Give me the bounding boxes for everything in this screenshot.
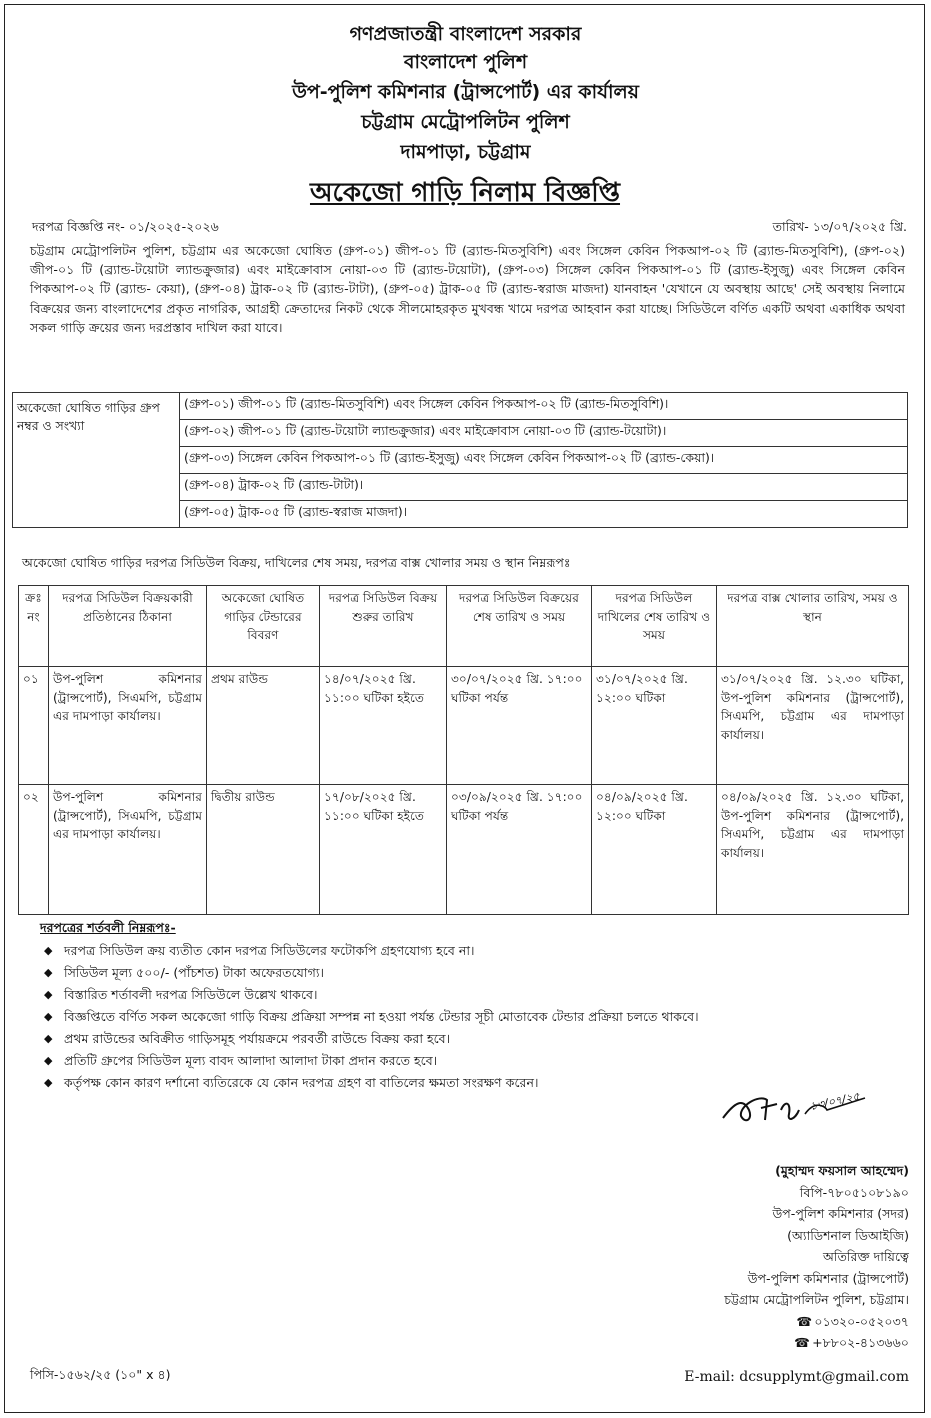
- col-opening: দরপত্র বাক্স খোলার তারিখ, সময় ও স্থান: [717, 586, 909, 667]
- group-item: (গ্রুপ-০৩) সিঙ্গেল কেবিন পিকআপ-০১ টি (ব্র্যান্ড-ইসুজু) এবং সিঙ্গেল কেবিন পিকআপ-০২ টি (ব্র্যান্ড-কেয়া)।: [180, 447, 908, 474]
- cell-seller-address: উপ-পুলিশ কমিশনার (ট্রান্সপোর্ট), সিএমপি, চট্টগ্রাম এর দামপাড়া কার্যালয়।: [49, 667, 207, 785]
- signatory-office: চট্টগ্রাম মেট্রোপলিটন পুলিশ, চট্টগ্রাম।: [724, 1292, 909, 1307]
- header-government: গণপ্রজাতন্ত্রী বাংলাদেশ সরকার: [349, 23, 582, 45]
- cell-tender-round: প্রথম রাউন্ড: [207, 667, 320, 785]
- cell-seller-address: উপ-পুলিশ কমিশনার (ট্রান্সপোর্ট), সিএমপি, চট্টগ্রাম এর দামপাড়া কার্যালয়।: [49, 785, 207, 915]
- signatory-name: (মুহাম্মদ ফয়সাল আহম্মেদ): [775, 1163, 909, 1178]
- notice-title: অকেজো গাড়ি নিলাম বিজ্ঞপ্তি: [309, 178, 621, 208]
- signatory-block: [724, 1160, 909, 1354]
- table-row: [19, 785, 909, 915]
- list-item: [40, 1028, 910, 1050]
- term-text: দরপত্র সিডিউল ক্রয় ব্যতীত কোন দরপত্র সিডিউলের ফটোকপি গ্রহণযোগ্য হবে না।: [64, 943, 475, 958]
- diamond-bullet-icon: ◆: [44, 1076, 53, 1089]
- cell-submission-deadline: ৩১/০৭/২০২৫ খ্রি. ১২:০০ ঘটিকা: [592, 667, 717, 785]
- phone-line-2: [724, 1332, 909, 1354]
- terms-list: [40, 940, 910, 1094]
- group-item: (গ্রুপ-০৫) ট্রাক-০৫ টি (ব্র্যান্ড-স্বরাজ মাজদা)।: [180, 501, 908, 528]
- cell-opening: ৩১/০৭/২০২৫ খ্রি. ১২.৩০ ঘটিকা, উপ-পুলিশ কমিশনার (ট্রান্সপোর্ট), সিএমপি, চট্টগ্রাম এর দামপাড়া কার্যালয়।: [717, 667, 909, 785]
- table-row: [19, 667, 909, 785]
- cell-sale-start: ১৪/০৭/২০২৫ খ্রি. ১১:০০ ঘটিকা হইতে: [320, 667, 447, 785]
- signatory-bp: বিপি-৭৮০৫১০৮১৯০: [799, 1184, 909, 1200]
- signatory-designation: উপ-পুলিশ কমিশনার (সদর): [772, 1206, 909, 1221]
- print-code: পিসি-১৫৬২/২৫ (১০" x ৪): [30, 1367, 171, 1382]
- header-address: দামপাড়া, চট্টগ্রাম: [400, 141, 531, 163]
- schedule-table: [18, 585, 909, 915]
- cell-sale-start: ১৭/০৮/২০২৫ খ্রি. ১১:০০ ঘটিকা হইতে: [320, 785, 447, 915]
- header-police: বাংলাদেশ পুলিশ: [403, 51, 528, 73]
- col-serial: ক্রঃ নং: [19, 586, 49, 667]
- term-text: কর্তৃপক্ষ কোন কারণ দর্শানো ব্যতিরেকে যে কোন দরপত্র গ্রহণ বা বাতিলের ক্ষমতা সংরক্ষণ করেন।: [64, 1075, 539, 1090]
- telephone-icon: ☎: [796, 1313, 813, 1329]
- term-text: প্রথম রাউন্ডের অবিক্রীত গাড়িসমূহ পর্যায়ক্রমে পরবর্তী রাউন্ডে বিক্রয় করা হবে।: [64, 1031, 451, 1046]
- list-item: [40, 962, 910, 984]
- diamond-bullet-icon: ◆: [44, 966, 53, 979]
- group-item: (গ্রুপ-০১) জীপ-০১ টি (ব্র্যান্ড-মিতসুবিশি) এবং সিঙ্গেল কেবিন পিকআপ-০২ টি (ব্র্যান্ড-মিতসুবিশি)।: [180, 393, 908, 420]
- signatory-rank: (অ্যাডিশনাল ডিআইজি): [787, 1227, 909, 1243]
- phone-number-2: +৮৮০২-৪১৩৬৬০: [812, 1335, 909, 1350]
- group-item: (গ্রুপ-০২) জীপ-০১ টি (ব্র্যান্ড-টয়োটা ল্যান্ডক্রুজার) এবং মাইক্রোবাস নোয়া-০৩ টি (ব্র্যান্ড-টয়োটা)।: [180, 420, 908, 447]
- col-tender-round: অকেজো ঘোষিত গাড়ির টেন্ডারের বিবরণ: [207, 586, 320, 667]
- terms-heading: দরপত্রের শর্তবলী নিম্নরূপঃ-: [40, 920, 176, 935]
- diamond-bullet-icon: ◆: [44, 1032, 53, 1045]
- term-text: সিডিউল মূল্য ৫০০/- (পাঁচশত) টাকা অফেরতযোগ্য।: [64, 965, 324, 980]
- diamond-bullet-icon: ◆: [44, 988, 53, 1001]
- phone-line-1: [724, 1311, 909, 1333]
- list-item: [40, 984, 910, 1006]
- schedule-header-row: [19, 586, 909, 667]
- cell-sale-end: ৩০/০৭/২০২৫ খ্রি. ১৭:০০ ঘটিকা পর্যন্ত: [447, 667, 592, 785]
- term-text: বিস্তারিত শর্তাবলী দরপত্র সিডিউলে উল্লেখ থাকবে।: [64, 987, 318, 1002]
- cell-serial: ০১: [19, 667, 49, 785]
- signatory-designation-2: উপ-পুলিশ কমিশনার (ট্রান্সপোর্ট): [747, 1270, 909, 1286]
- col-sale-end: দরপত্র সিডিউল বিক্রয়ের শেষ তারিখ ও সময়: [447, 586, 592, 667]
- list-item: [40, 1006, 910, 1028]
- term-text: বিজ্ঞপ্তিতে বর্ণিত সকল অকেজো গাড়ি বিক্রয় প্রক্রিয়া সম্পন্ন না হওয়া পর্যন্ত টেন্ডার সূচী মোতাবেক টেন্ডার প্রক্রিয়া চলতে থাকবে।: [64, 1009, 699, 1024]
- signatory-extra-charge: অতিরিক্ত দায়িত্বে: [822, 1249, 909, 1264]
- header-office: উপ-পুলিশ কমিশনার (ট্রান্সপোর্ট) এর কার্যালয়: [292, 81, 639, 103]
- group-item: (গ্রুপ-০৪) ট্রাক-০২ টি (ব্র্যান্ড-টাটা)।: [180, 474, 908, 501]
- list-item: [40, 1050, 910, 1072]
- contact-email: E-mail: dcsupplymt@gmail.com: [684, 1369, 909, 1385]
- telephone-icon: ☎: [794, 1335, 810, 1350]
- cell-tender-round: দ্বিতীয় রাউন্ড: [207, 785, 320, 915]
- cell-serial: ০২: [19, 785, 49, 915]
- groups-label: অকেজো ঘোষিত গাড়ির গ্রুপ নম্বর ও সংখ্যা: [13, 393, 180, 528]
- diamond-bullet-icon: ◆: [44, 944, 53, 957]
- col-seller-address: দরপত্র সিডিউল বিক্রয়কারী প্রতিষ্ঠানের ঠিকানা: [49, 586, 207, 667]
- header-cmp: চট্টগ্রাম মেট্রোপলিটন পুলিশ: [361, 111, 570, 133]
- intro-paragraph: চট্টগ্রাম মেট্রোপলিটন পুলিশ, চট্টগ্রাম এর অকেজো ঘোষিত (গ্রুপ-০১) জীপ-০১ টি (ব্র্যান্ড-মিতসুবিশি) এবং সিঙ্গেল কেবিন পিকআপ-০২ টি (ব্র্যান্ড-মিতসুবিশি), (গ্রুপ-০২) জীপ-০১ টি (ব্র্যান্ড-টয়োটা ল্যান্ডক্রুজার) এবং মাইক্রোবাস নোয়া-০৩ টি (ব্র্যান্ড-টয়োটা), (গ্রুপ-০৩) সিঙ্গেল কেবিন পিকআপ-০১ টি (ব্র্যান্ড-ইসুজু) এবং সিঙ্গেল কেবিন পিকআপ-০২ টি (ব্র্যান্ড- কেয়া), (গ্রুপ-০৪) ট্রাক-০২ টি (ব্র্যান্ড-টাটা), (গ্রুপ-০৫) ট্রাক-০৫ টি (ব্র্যান্ড-স্বরাজ মাজদা) যানবাহন 'যেখানে যে অবস্থায় আছে' সেই অবস্থায় নিলামে বিক্রয়ের জন্য বাংলাদেশের প্রকৃত নাগরিক, আগ্রহী ক্রেতাদের নিকট থেকে সীলমোহরকৃত মুখবন্ধ খামে দরপত্র আহবান করা যাচ্ছে। সিডিউলে বর্ণিত একটি অথবা একাধিক অথবা সকল গাড়ি ক্রয়ের জন্য দরপ্রস্তাব দাখিল করা যাবে।: [30, 243, 905, 335]
- schedule-caption: অকেজো ঘোষিত গাড়ির দরপত্র সিডিউল বিক্রয়, দাখিলের শেষ সময়, দরপত্র বাক্স খোলার সময় ও স্থান নিম্নরূপঃ: [22, 555, 571, 570]
- cell-submission-deadline: ০৪/০৯/২০২৫ খ্রি. ১২:০০ ঘটিকা: [592, 785, 717, 915]
- cell-sale-end: ০৩/০৯/২০২৫ খ্রি. ১৭:০০ ঘটিকা পর্যন্ত: [447, 785, 592, 915]
- handwritten-signature: [715, 1080, 895, 1130]
- notice-date: তারিখ- ১৩/০৭/২০২৫ খ্রি.: [772, 219, 907, 234]
- term-text: প্রতিটি গ্রুপের সিডিউল মূল্য বাবদ আলাদা আলাদা টাকা প্রদান করতে হবে।: [64, 1053, 438, 1068]
- cell-opening: ০৪/০৯/২০২৫ খ্রি. ১২.৩০ ঘটিকা, উপ-পুলিশ কমিশনার (ট্রান্সপোর্ট), সিএমপি, চট্টগ্রাম এর দামপাড়া কার্যালয়।: [717, 785, 909, 915]
- memo-number: দরপত্র বিজ্ঞপ্তি নং- ০১/২০২৫-২০২৬: [32, 219, 219, 234]
- diamond-bullet-icon: ◆: [44, 1010, 53, 1023]
- diamond-bullet-icon: ◆: [44, 1054, 53, 1067]
- signature-date: ১৩/০৭/২৫: [808, 1089, 861, 1113]
- vehicle-groups-table: [12, 392, 908, 528]
- group-row: [13, 393, 908, 420]
- col-sale-start: দরপত্র সিডিউল বিক্রয় শুরুর তারিখ: [320, 586, 447, 667]
- phone-number-1: ০১৩২০-০৫২০৩৭: [814, 1313, 909, 1329]
- col-submission-deadline: দরপত্র সিডিউল দাখিলের শেষ তারিখ ও সময়: [592, 586, 717, 667]
- list-item: [40, 940, 910, 962]
